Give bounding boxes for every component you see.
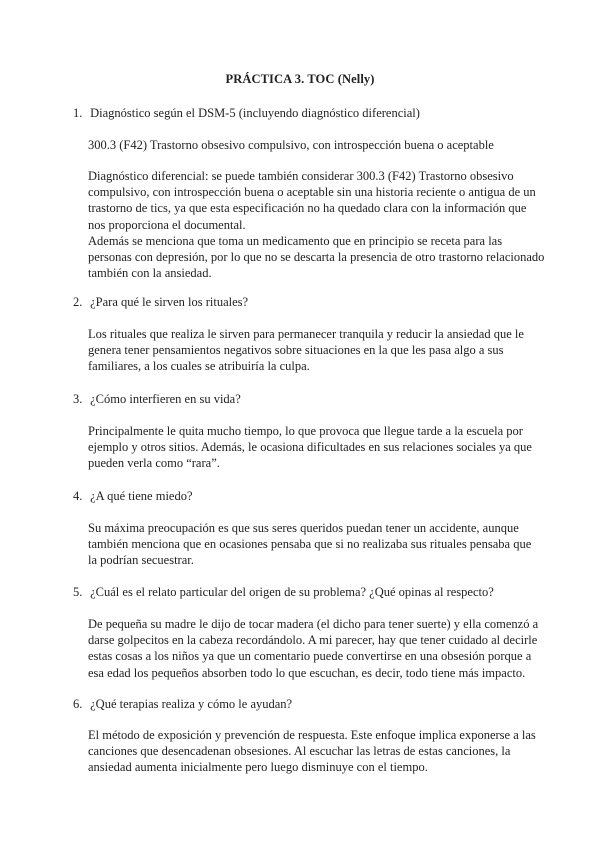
question-number: 5. [73,585,83,599]
answer-6 [88,727,536,776]
text-line: ejemplo y otros sitios. Además, le ocasiona dificultades en sus relaciones sociales ya que [88,440,532,455]
answer-1-diagnosis [88,137,528,153]
text-line: Diagnóstico diferencial: se puede también considerar 300.3 (F42) Trastorno obsesivo [88,169,514,183]
text-line: estas cosas a los niños ya que un comentario puede convertirse en una obsesión porque a [88,649,532,664]
question-1 [73,105,420,121]
question-number: 3. [73,392,83,406]
question-text: ¿Cómo interfieren en su vida? [90,392,241,406]
question-5 [73,584,494,600]
text-line: darse golpecitos en la cabeza recordándolo. A mi parecer, hay que tener cuidado al decirle [88,633,538,648]
text-line: también menciona que en ocasiones pensaba que si no realizaba sus rituales pensaba que [88,537,532,552]
text-line: pueden verla como “rara”. [88,456,220,471]
text-line: familiares, a los cuales se atribuiría la culpa. [88,359,310,374]
text-line: Los rituales que realiza le sirven para permanecer tranquila y reducir la ansiedad que le [88,327,524,341]
answer-1-differential [88,168,545,281]
text-line: El método de exposición y prevención de respuesta. Este enfoque implica exponerse a las [88,728,536,742]
text-line: compulsivo, con introspección buena o aceptable sin una historia reciente o antigua de un [88,185,536,200]
text-line: De pequeña su madre le dijo de tocar madera (el dicho para tener suerte) y ella comenzó a [88,617,539,631]
question-number: 4. [73,489,83,503]
answer-4 [88,520,532,569]
text-line: Su máxima preocupación es que sus seres queridos puedan tener un accidente, aunque [88,521,519,535]
text-line: Además se menciona que toma un medicamento que en principio se receta para las [88,233,503,248]
text-line: trastorno de tics, ya que esta especificación no ha quedado clara con la información que [88,201,527,216]
question-4 [73,488,193,504]
question-2 [73,294,248,310]
question-6 [73,696,292,712]
question-number: 2. [73,295,83,309]
question-number: 1. [73,106,83,120]
question-text: ¿A qué tiene miedo? [90,489,193,503]
answer-5 [88,616,539,681]
text-line: la podrían secuestrar. [88,553,194,568]
text-line: esa edad los pequeños absorben todo lo que escuchan, es decir, todo tiene más impacto. [88,665,526,680]
question-text: ¿Cuál es el relato particular del origen de su problema? ¿Qué opinas al respecto? [90,585,494,599]
question-text: ¿Para qué le sirven los rituales? [90,295,249,309]
answer-2 [88,326,528,375]
question-number: 6. [73,697,83,711]
text-line: genera tener pensamientos negativos sobre situaciones en la que les pasa algo a sus [88,343,504,358]
text-line: personas con depresión, por lo que no se descarta la presencia de otro trastorno relacionado [88,250,545,265]
question-text: ¿Qué terapias realiza y cómo le ayudan? [90,697,293,711]
answer-3 [88,423,532,472]
text-line: Principalmente le quita mucho tiempo, lo que provoca que llegue tarde a la escuela por [88,424,523,438]
text-line: 300.3 (F42) Trastorno obsesivo compulsivo, con introspección buena o aceptable [88,138,494,152]
text-line: ansiedad aumenta inicialmente pero luego disminuye con el tiempo. [88,760,428,775]
question-3 [73,391,241,407]
text-line: también con la ansiedad. [88,266,212,281]
question-text: Diagnóstico según el DSM-5 (incluyendo diagnóstico diferencial) [90,106,420,120]
text-line: nos proporciona el documental. [88,217,246,232]
document-title: PRÁCTICA 3. TOC (Nelly) [225,72,375,86]
text-line: canciones que desencadenan obsesiones. Al escuchar las letras de estas canciones, la [88,744,511,759]
